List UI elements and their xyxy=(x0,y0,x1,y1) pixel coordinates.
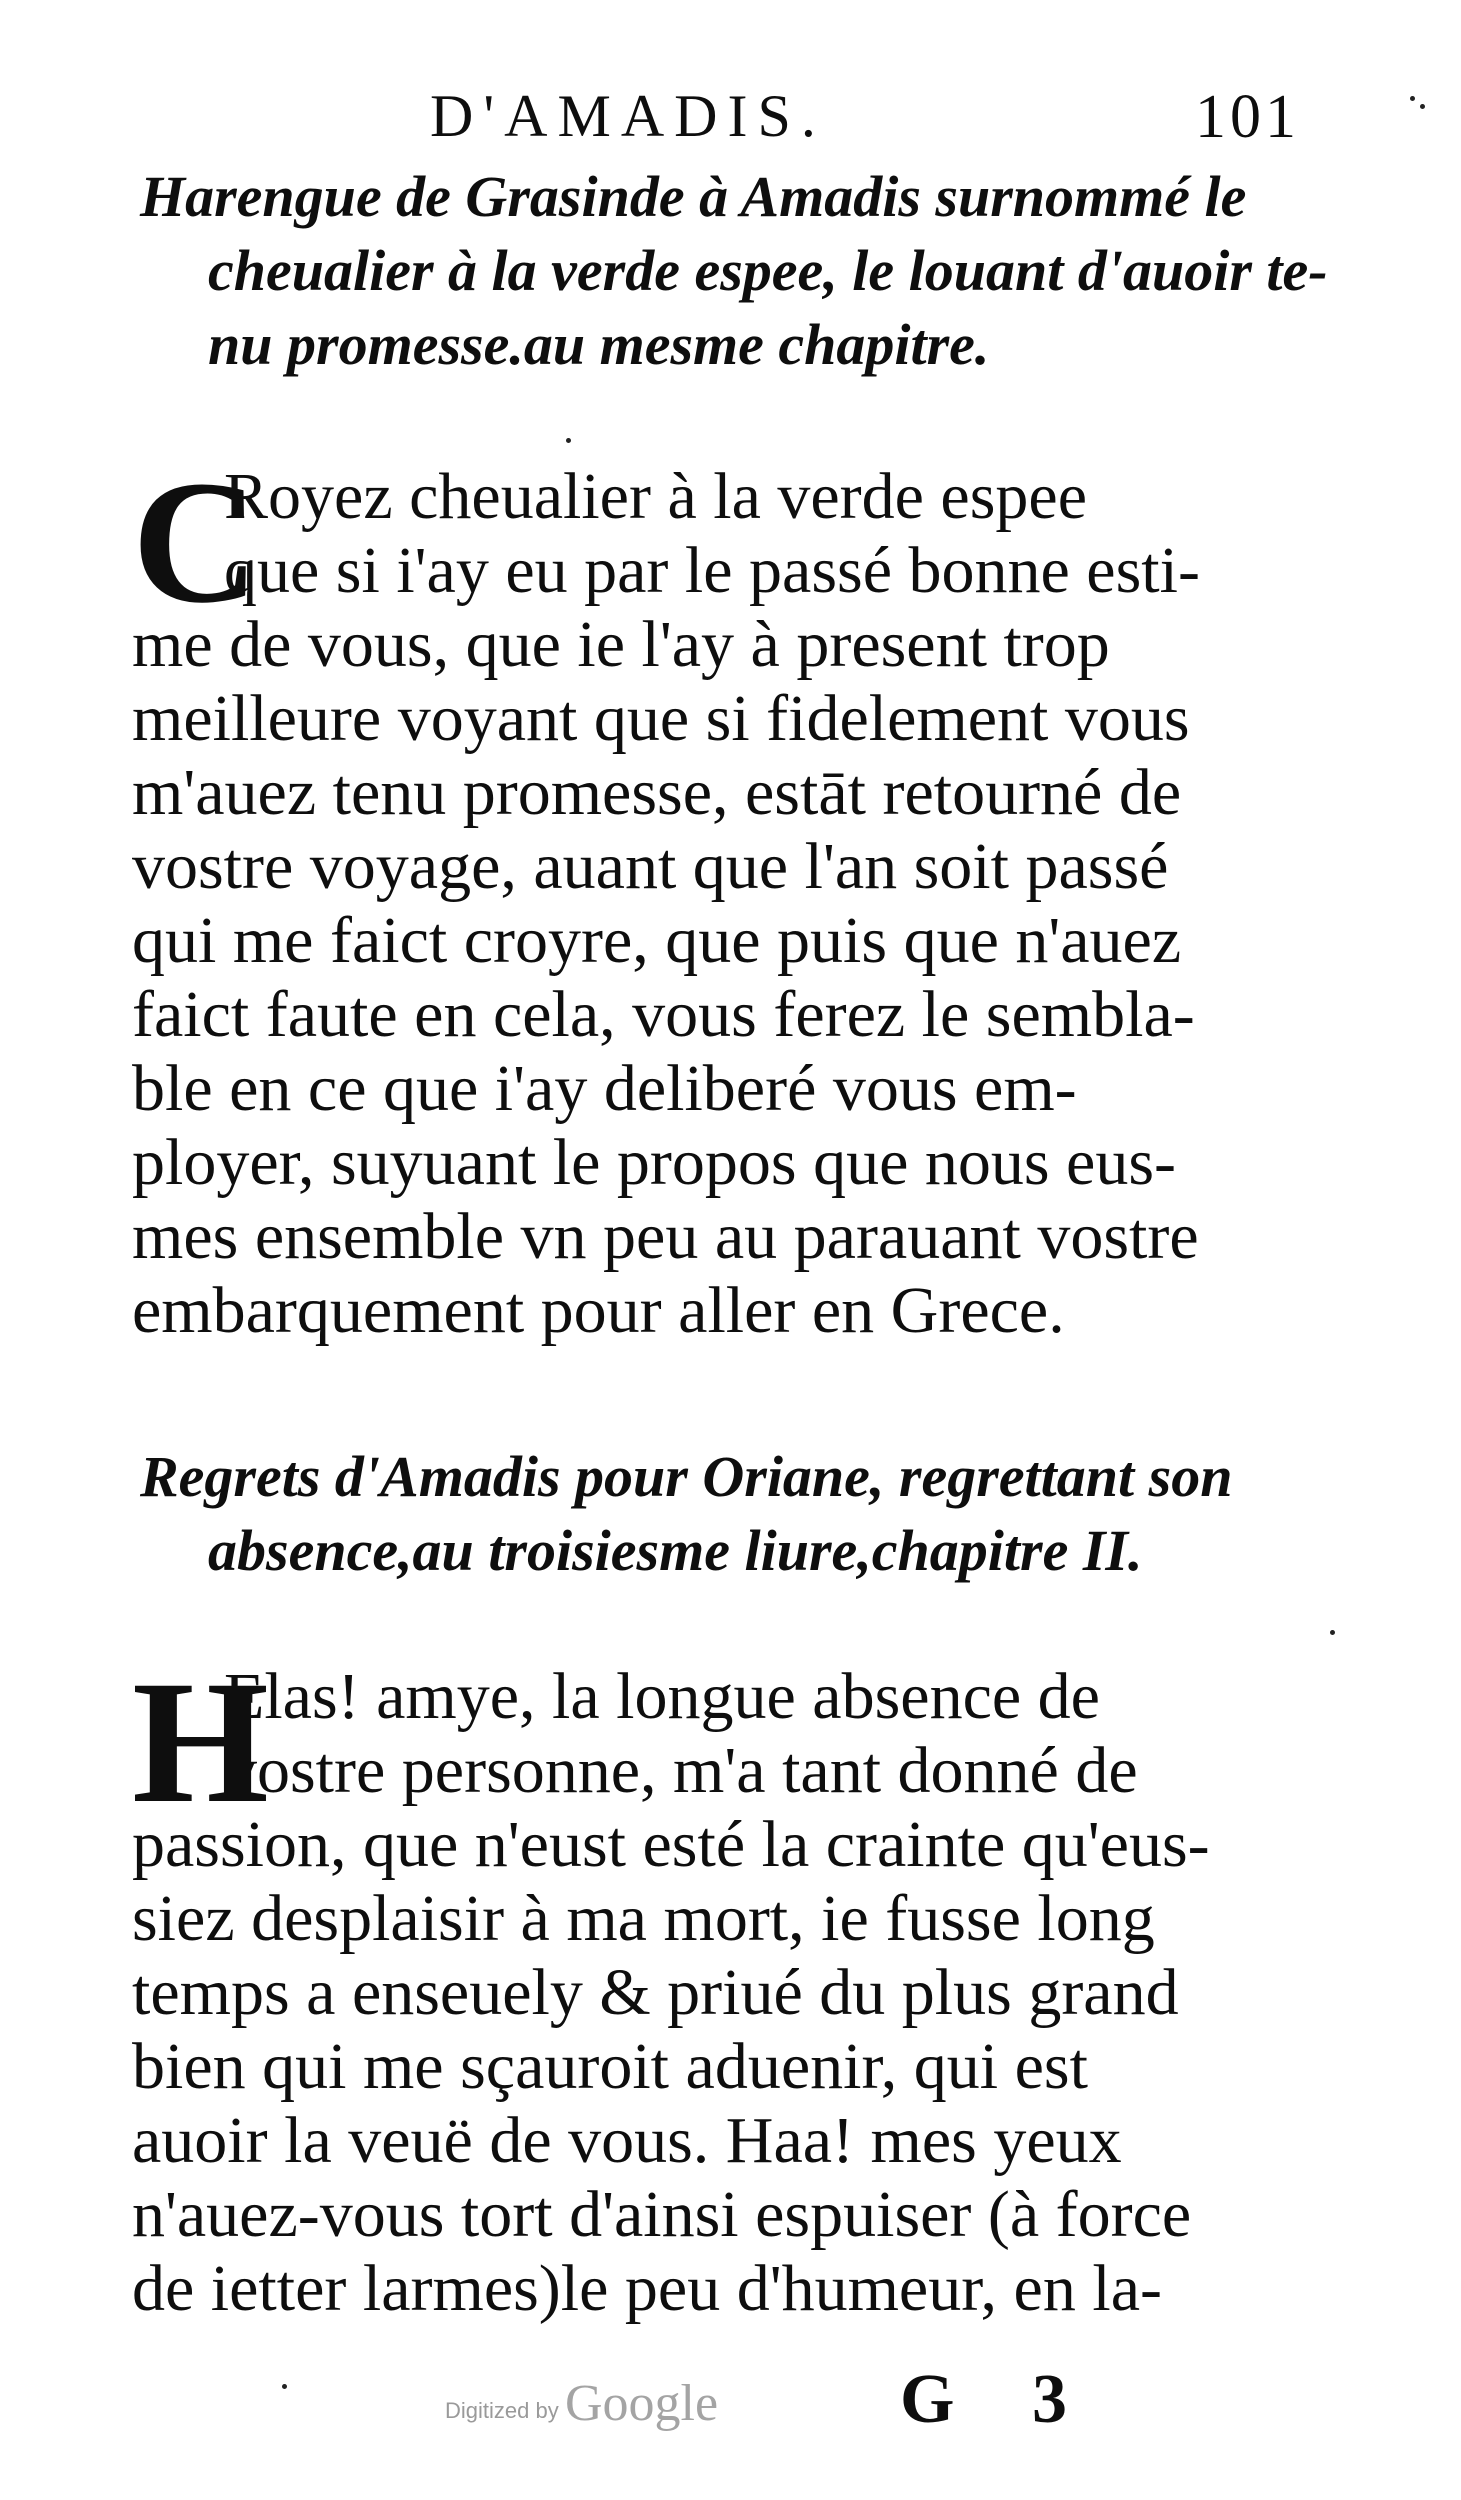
text-line: bien qui me sçauroit aduenir, qui est xyxy=(132,2030,1088,2103)
page-number: 101 xyxy=(1195,83,1300,151)
signature-mark: G 3 xyxy=(900,2361,1097,2438)
heading-line: absence,au troisiesme liure,chapitre II. xyxy=(208,1518,1143,1583)
digitized-by-label: Digitized by xyxy=(445,2398,559,2423)
ink-speck xyxy=(282,2384,287,2389)
ink-speck xyxy=(1410,96,1415,101)
text-line: vostre voyage, auant que l'an soit passé xyxy=(132,830,1169,903)
text-line: meilleure voyant que si fidelement vous xyxy=(132,682,1190,755)
text-line: vostre personne, m'a tant donné de xyxy=(224,1734,1138,1807)
text-line: embarquement pour aller en Grece. xyxy=(132,1274,1065,1347)
section-1-paragraph xyxy=(132,445,1322,1348)
text-line: siez desplaisir à ma mort, ie fusse long xyxy=(132,1882,1155,1955)
text-line: faict faute en cela, vous ferez le sembla- xyxy=(132,978,1195,1051)
heading-line: nu promesse.au mesme chapitre. xyxy=(208,312,990,377)
google-watermark: Google xyxy=(565,2375,719,2432)
ink-speck xyxy=(1330,1630,1335,1635)
text-line: que si i'ay eu par le passé bonne esti- xyxy=(224,534,1200,607)
section-2-heading xyxy=(140,1440,1320,1588)
text-line: auoir la veuë de vous. Haa! mes yeux xyxy=(132,2104,1122,2177)
text-line: ble en ce que i'ay deliberé vous em- xyxy=(132,1052,1077,1125)
text-line: Elas! amye, la longue absence de xyxy=(224,1660,1100,1733)
running-head-title: D'AMADIS. xyxy=(430,83,826,149)
heading-line: Regrets d'Amadis pour Oriane, regrettant son xyxy=(140,1444,1233,1509)
section-2-paragraph xyxy=(132,1645,1322,2326)
text-line: qui me faict croyre, que puis que n'auez xyxy=(132,904,1182,977)
drop-cap: H xyxy=(132,1645,269,1840)
text-line: me de vous, que ie l'ay à present trop xyxy=(132,608,1110,681)
text-line: n'auez-vous tort d'ainsi espuiser (à force xyxy=(132,2178,1192,2251)
text-line: mes ensemble vn peu au parauant vostre xyxy=(132,1200,1199,1273)
text-line: passion, que n'eust esté la crainte qu'eus- xyxy=(132,1808,1210,1881)
running-head xyxy=(0,82,1461,162)
text-line: de ietter larmes)le peu d'humeur, en la- xyxy=(132,2252,1162,2325)
section-1-heading xyxy=(140,160,1328,382)
text-line: Royez cheualier à la verde espee xyxy=(224,460,1087,533)
heading-line: cheualier à la verde espee, le louant d'auoir te- xyxy=(208,238,1328,303)
text-line: temps a enseuely & priué du plus grand xyxy=(132,1956,1179,2029)
text-line: ployer, suyuant le propos que nous eus- xyxy=(132,1126,1177,1199)
text-line: m'auez tenu promesse, estāt retourné de xyxy=(132,756,1182,829)
page-footer xyxy=(0,2360,1461,2460)
drop-cap: C xyxy=(132,445,260,640)
heading-line: Harengue de Grasinde à Amadis surnommé le xyxy=(140,164,1247,229)
ink-speck xyxy=(1420,104,1425,109)
ink-speck xyxy=(566,438,571,443)
